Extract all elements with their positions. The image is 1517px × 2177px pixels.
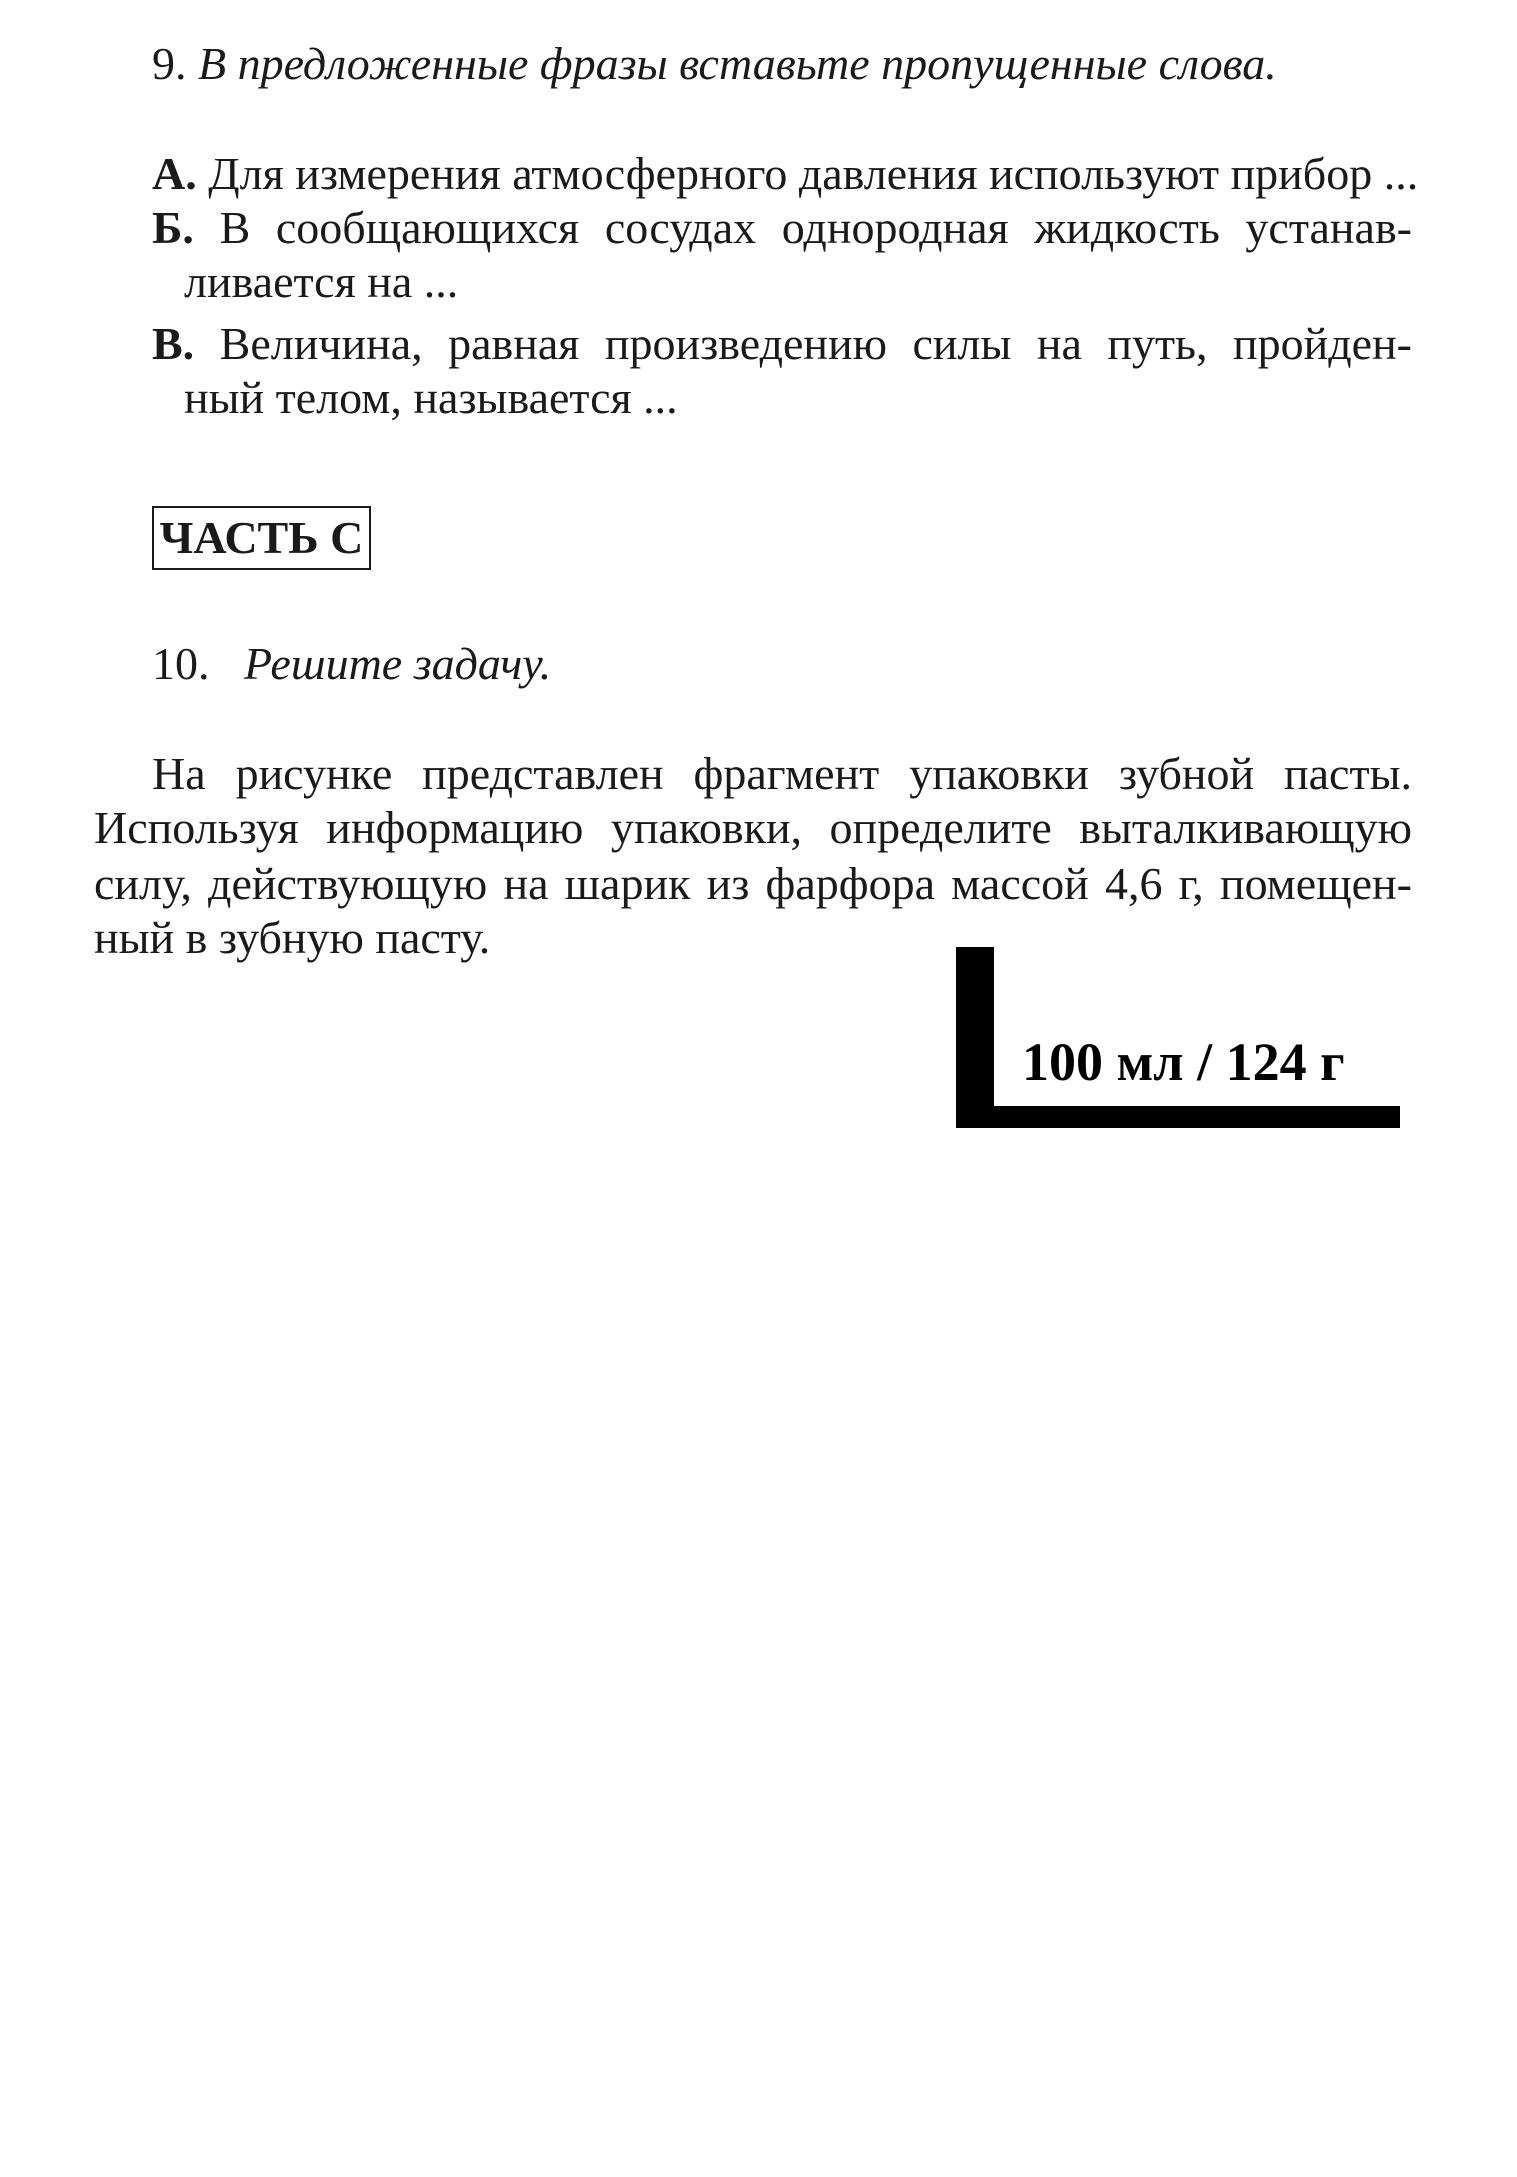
task-text-line-2: Используя информацию упаковки, определите выталкивающую xyxy=(94,802,1412,853)
item-a-text: Для измерения атмосферного давления используют прибор ... xyxy=(208,148,1419,199)
item-b-line-1 xyxy=(152,200,1412,256)
package-vertical-bar xyxy=(956,947,994,1128)
package-horizontal-bar xyxy=(956,1106,1400,1128)
item-c-letter: В. xyxy=(152,318,195,369)
task-text-line-3: силу, действующую на шарик из фарфора массой 4,6 г, помещен- xyxy=(94,858,1412,909)
item-c-text-2: ный телом, называется ... xyxy=(184,372,678,423)
package-volume-mass-label: 100 мл / 124 г xyxy=(1022,1032,1345,1092)
question-9-instruction: В предложенные фразы вставьте пропущенные слова. xyxy=(198,38,1277,89)
part-c-box: ЧАСТЬ С xyxy=(152,506,371,570)
item-b-text-1: В сообщающихся сосудах однородная жидкость устанав- xyxy=(219,202,1413,253)
item-b-text-2: ливается на ... xyxy=(184,256,459,307)
item-a-line-1 xyxy=(152,146,1419,202)
question-9-heading xyxy=(152,36,1277,92)
question-9-number: 9. xyxy=(152,38,187,89)
task-text-line-1: На рисунке представлен фрагмент упаковки зубной пасты. xyxy=(152,748,1412,799)
task-text-line-4: ный в зубную пасту. xyxy=(94,912,491,963)
question-10-instruction: Решите задачу. xyxy=(244,638,552,689)
item-a-letter: А. xyxy=(152,148,197,199)
item-c-text-1: Величина, равная произведению силы на путь, пройден- xyxy=(219,318,1413,369)
question-10-number: 10. xyxy=(152,638,210,689)
item-c-line-1 xyxy=(152,316,1412,372)
item-b-letter: Б. xyxy=(152,202,194,253)
